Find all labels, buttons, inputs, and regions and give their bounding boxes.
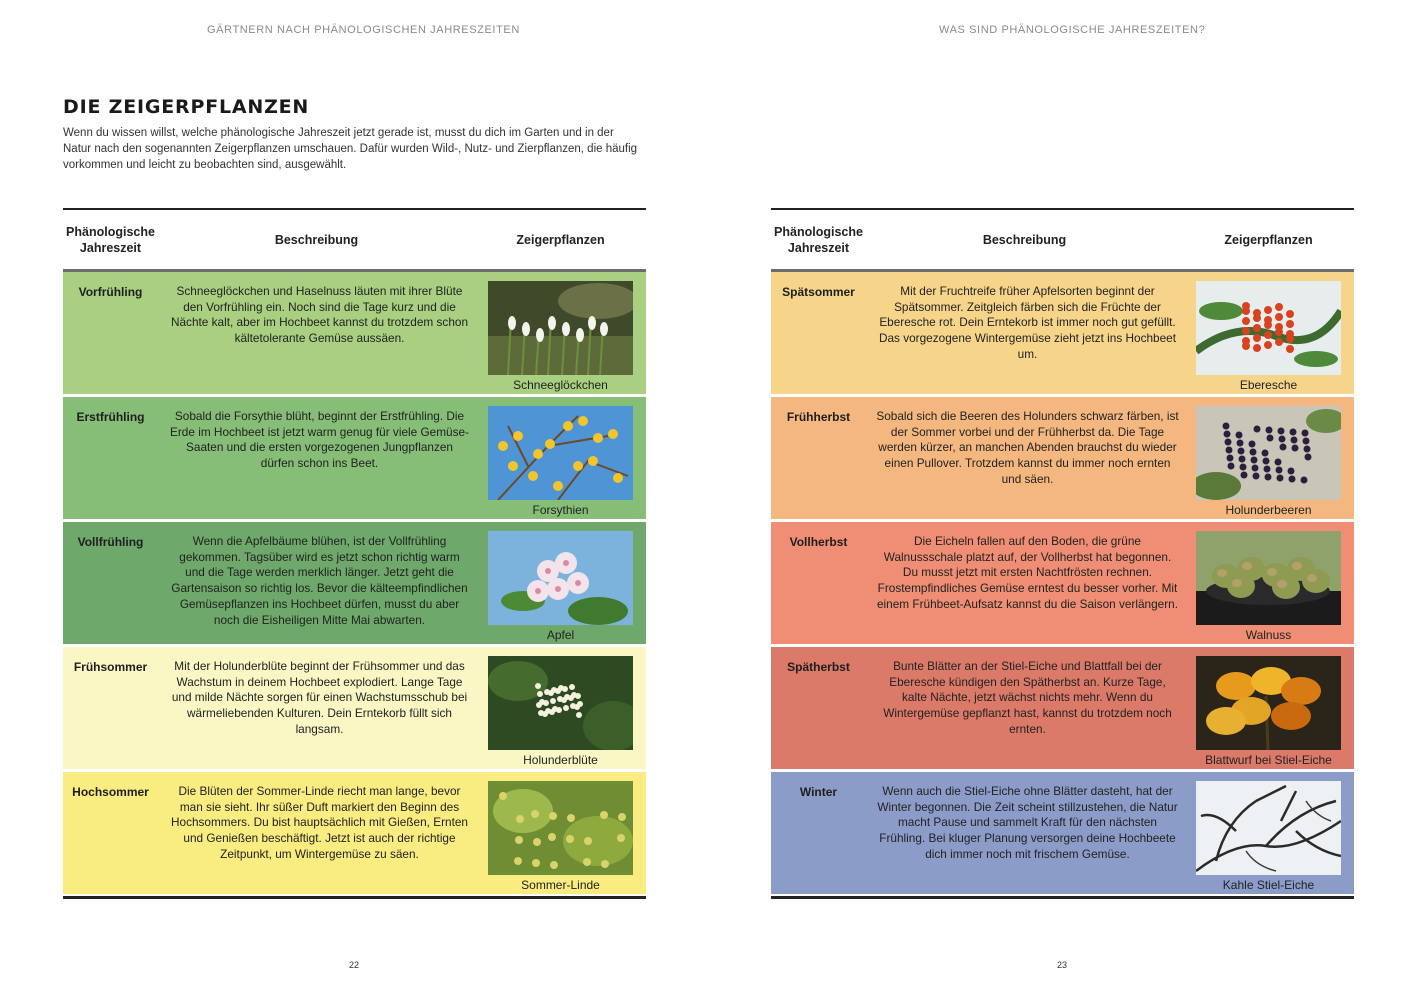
row-plant (1183, 397, 1354, 519)
row-season: Frühherbst (786, 410, 851, 424)
row-plant (1183, 772, 1354, 894)
table-bottom-rule (63, 896, 646, 899)
row-season: Vollherbst (789, 535, 848, 549)
row-season: Winter (799, 785, 838, 799)
row-plant (475, 272, 646, 394)
plant-caption: Walnuss (1245, 628, 1292, 642)
table-header (771, 210, 1354, 272)
plant-caption: Eberesche (1239, 378, 1298, 392)
header-plants: Zeigerpflanzen (1224, 232, 1313, 247)
row-description: Bunte Blätter an der Stiel-Eiche und Blattfall bei der Eberesche kündigen den Spätherbst an. Kurze Tage, kalte Nächte, jetzt wächst nichts mehr. Wenn du Wintergemüse gepflanzt hast, kannst du trotzdem noch ernten. (883, 659, 1172, 736)
row-season: Vorfrühling (78, 285, 143, 299)
row-season: Frühsommer (73, 660, 148, 674)
header-description: Beschreibung (982, 232, 1067, 247)
page-number-right: 23 (1057, 960, 1068, 970)
table-body (771, 272, 1354, 894)
plant-caption: Forsythien (532, 503, 589, 517)
plant-photo (488, 781, 633, 875)
row-description: Sobald die Forsythie blüht, beginnt der Erstfrühling. Die Erde im Hochbeet ist jetzt warm genug für viele Gemüse-Saaten und die ersten vorgezogenen Jungpflanzen dürfen schon ins Beet. (170, 409, 469, 471)
plant-caption: Blattwurf bei Stiel-Eiche (1205, 753, 1332, 767)
plant-photo (488, 656, 633, 750)
row-season: Erstfrühling (76, 410, 145, 424)
table-row (771, 272, 1354, 397)
table-row (63, 647, 646, 772)
header-description: Beschreibung (274, 232, 359, 247)
table-row (771, 397, 1354, 522)
header-plants: Zeigerpflanzen (516, 232, 605, 247)
table-row (771, 772, 1354, 894)
row-description: Mit der Fruchtreife früher Apfelsorten beginnt der Spätsommer. Zeitgleich färben sich die Früchte der Eberesche rot. Dein Erntekorb ist immer noch gut gefüllt. Das vorgezogene Wintergemüse zieht jetzt ins Hochbeet um. (878, 284, 1177, 361)
row-season: Hochsommer (72, 785, 149, 799)
running-head-right: WAS SIND PHÄNOLOGISCHE JAHRESZEITEN? (939, 24, 1206, 36)
plant-photo (488, 531, 633, 625)
row-description: Mit der Holunderblüte beginnt der Frühsommer und das Wachstum in deinem Hochbeet explodiert. Lange Tage und milde Nächte sorgen für einen Wachstumsschub bei wärmeliebenden Kulturen. Dein Erntekorb füllt sich langsam. (171, 659, 468, 736)
row-plant (1183, 272, 1354, 394)
row-description: Schneeglöckchen und Haselnuss läuten mit ihrer Blüte den Vorfrühling ein. Noch sind die Tage kurz und die Nächte kalt, aber im Hochbeet kannst du trotzdem schon kältetolerante Gemüse aussäen. (170, 284, 469, 346)
row-description: Die Eicheln fallen auf den Boden, die grüne Walnussschale platzt auf, der Vollherbst hat begonnen. Du musst jetzt mit ersten Nachtfrösten rechnen. Frostempfindliches Gemüse erntest du besser vorher. Mit einem Frühbeet-Aufsatz kannst du die Saison verlängern. (877, 534, 1178, 611)
plant-caption: Kahle Stiel-Eiche (1222, 878, 1315, 892)
plant-caption: Schneeglöckchen (513, 378, 608, 392)
table-row (771, 522, 1354, 647)
row-plant (1183, 522, 1354, 644)
table-row (771, 647, 1354, 772)
row-plant (475, 522, 646, 644)
row-description: Sobald sich die Beeren des Holunders schwarz färben, ist der Sommer vorbei und der Frühherbst da. Die Tage werden kürzer, an manchen Abenden brauchst du wieder einen Pullover. Trotzdem kannst du immer noch ernten und säen. (876, 409, 1179, 486)
running-head-left: GÄRTNERN NACH PHÄNOLOGISCHEN JAHRESZEITEN (207, 24, 520, 36)
table-bottom-rule (771, 896, 1354, 899)
row-description: Die Blüten der Sommer-Linde riecht man lange, bevor man sie sieht. Ihr süßer Duft markiert den Beginn des Hochsommers. Du bist hauptsächlich mit Gießen, Ernten und Genießen beschäftigt. Jetzt ist auch der richtige Zeitpunkt, um Wintergemüse zu säen. (170, 784, 468, 861)
plant-caption: Holunderbeeren (1225, 503, 1312, 517)
row-season: Vollfrühling (77, 535, 144, 549)
table-row (63, 772, 646, 894)
plant-photo (488, 406, 633, 500)
row-plant (1183, 647, 1354, 769)
plant-caption: Apfel (546, 628, 575, 642)
table-row (63, 272, 646, 397)
plant-photo (1196, 781, 1341, 875)
season-table-right (771, 208, 1354, 899)
table-row (63, 522, 646, 647)
header-season: Phänologische Jahreszeit (774, 224, 863, 255)
row-season: Spätherbst (787, 660, 850, 674)
table-body (63, 272, 646, 894)
row-plant (475, 772, 646, 894)
plant-photo (1196, 531, 1341, 625)
page-number-left: 22 (349, 960, 360, 970)
row-season: Spätsommer (782, 285, 855, 299)
row-plant (475, 397, 646, 519)
row-plant (475, 647, 646, 769)
section-title: DIE ZEIGERPFLANZEN (63, 96, 310, 118)
plant-photo (1196, 656, 1341, 750)
row-description: Wenn auch die Stiel-Eiche ohne Blätter dasteht, hat der Winter begonnen. Die Zeit scheint stillzustehen, die Natur macht Pause und sammelt Kraft für den nächsten Frühling. Bei kluger Planung versorgen deine Hochbeete dich immer noch mit frischem Gemüse. (877, 784, 1178, 861)
plant-caption: Holunderblüte (523, 753, 598, 767)
header-season: Phänologische Jahreszeit (66, 224, 155, 255)
intro-paragraph: Wenn du wissen willst, welche phänologische Jahreszeit jetzt gerade ist, musst du dich im Garten und in der Natur nach den sogenannten Zeigerpflanzen umschauen. Dafür wurden Wild-, Nutz- und Zierpflanzen, die häufig vorkommen und leicht zu beobachten sind, ausgewählt. (63, 127, 638, 171)
plant-photo (1196, 406, 1341, 500)
plant-caption: Sommer-Linde (521, 878, 600, 892)
plant-photo (1196, 281, 1341, 375)
season-table-left (63, 208, 646, 899)
table-header (63, 210, 646, 272)
table-row (63, 397, 646, 522)
row-description: Wenn die Apfelbäume blühen, ist der Vollfrühling gekommen. Tagsüber wird es jetzt schon richtig warm und die Tage werden merklich länger. Jetzt geht die Gartensaison so richtig los. Bevor die kälteempfindlichen Gemüsepflanzen ins Hochbeet dürfen, musst du aber noch die Eisheiligen Mitte Mai abwarten. (171, 534, 468, 627)
plant-photo (488, 281, 633, 375)
